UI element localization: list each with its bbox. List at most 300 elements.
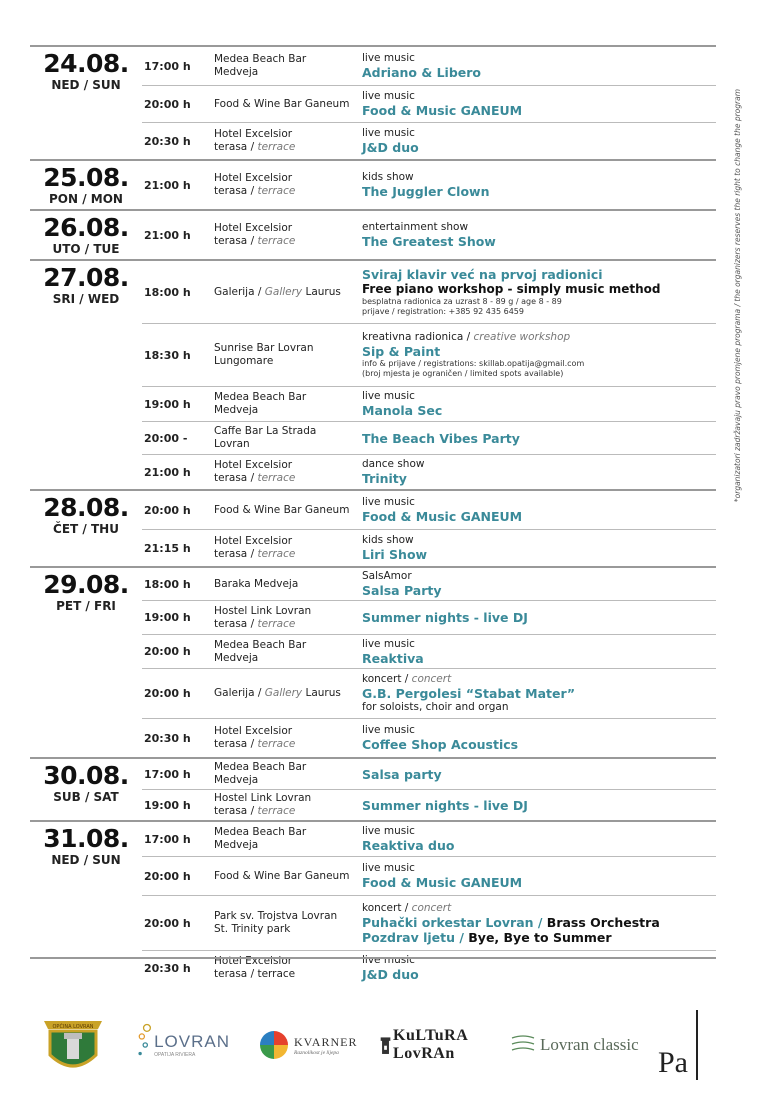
day-date: 24.08.: [43, 49, 129, 78]
event-row: [142, 85, 716, 122]
event-time: 20:00 h: [144, 687, 191, 700]
event-title: [362, 967, 716, 982]
category-text-en: creative workshop: [473, 331, 571, 343]
day-weekday: UTO / TUE: [52, 242, 120, 256]
venue-name-en: Gallery: [264, 285, 303, 298]
date-column: [30, 47, 142, 159]
category-text: live music: [362, 90, 415, 102]
event-details: [362, 429, 716, 448]
venue-name: Park sv. Trojstva Lovran: [214, 910, 338, 922]
event-title: [362, 583, 716, 598]
event-details: [362, 50, 716, 82]
day-weekday: PON / MON: [49, 192, 123, 206]
venue-sub: Medveja: [214, 404, 259, 416]
title-text: Food & Music GANEUM: [362, 875, 523, 890]
event-time: 17:00 h: [144, 767, 191, 781]
day-date: 25.08.: [43, 163, 129, 192]
event-row: [142, 718, 716, 757]
venue-line: [214, 870, 362, 883]
day-events: [142, 261, 716, 489]
venue-line-2: [214, 141, 362, 154]
day-date: 28.08.: [43, 493, 129, 522]
event-details: [362, 900, 716, 947]
event-time: 20:30 h: [144, 961, 191, 975]
venue-line: [214, 342, 362, 355]
venue-name: Caffe Bar La Strada: [214, 425, 317, 437]
event-time: 21:00 h: [144, 465, 191, 479]
event-title: [362, 686, 716, 701]
event-category: [362, 390, 716, 403]
category-text: live music: [362, 637, 415, 650]
venue-name-tail: Laurus: [302, 285, 341, 298]
venue-name-en: Gallery: [264, 687, 303, 699]
title-text: Coffee Shop Acoustics: [362, 737, 519, 752]
event-title: [362, 267, 716, 282]
event-time: 20:00 h: [144, 97, 191, 111]
venue-sub: Lovran: [214, 438, 250, 450]
event-row: [142, 323, 716, 386]
event-category: [362, 638, 716, 651]
info-text: besplatna radionica za uzrast 8 - 89 g /: [362, 297, 522, 306]
opcina-lovran-logo: [40, 1005, 110, 1085]
venue-name: Food & Wine Bar Ganeum: [214, 869, 350, 882]
event-details: [362, 494, 716, 526]
venue-line-2: [214, 738, 362, 751]
event-details: [362, 860, 716, 892]
event-row: [142, 822, 716, 856]
event-venue: [214, 687, 362, 700]
event-time: 18:00 h: [144, 285, 191, 299]
event-row: [142, 421, 716, 454]
event-venue: [214, 53, 362, 79]
category-text: SalsAmor: [362, 570, 412, 582]
event-row: [142, 895, 716, 950]
title-text: Sviraj klavir već na prvoj radionici: [362, 267, 603, 282]
title-text: Reaktiva: [362, 650, 424, 666]
event-time: 17:00 h: [144, 832, 191, 846]
category-text: live music: [362, 496, 415, 508]
event-time: 20:00 h: [144, 869, 191, 883]
event-row: [142, 634, 716, 668]
event-category: [362, 673, 716, 686]
event-category: [362, 221, 716, 234]
event-details: [362, 388, 716, 420]
venue-line: [214, 639, 362, 652]
event-title: [362, 798, 716, 813]
event-venue: [214, 725, 362, 751]
venue-line: [214, 391, 362, 404]
venue-line-2: [214, 652, 362, 665]
day-weekday: PET / FRI: [56, 599, 116, 613]
event-details: [362, 125, 716, 157]
day-events: [142, 568, 716, 757]
title-text: Manola Sec: [362, 403, 443, 418]
event-title: [362, 234, 716, 249]
pa-logo: [658, 1005, 718, 1085]
event-title: [362, 915, 716, 930]
day-block: [30, 159, 716, 209]
info-text-tail: : +385 92 435 6459: [443, 307, 524, 316]
event-row: [142, 47, 716, 85]
event-details: [362, 568, 716, 600]
event-category: [362, 862, 716, 875]
event-title: [362, 344, 716, 359]
event-details: [362, 636, 716, 668]
venue-name: Hostel Link Lovran: [214, 792, 312, 804]
title-text: Puhački orkestar Lovran /: [362, 914, 547, 930]
venue-line-2: [214, 839, 362, 852]
venue-sub-en: terrace: [257, 738, 296, 750]
venue-line-2: [214, 66, 362, 79]
event-schedule: [30, 45, 716, 985]
event-venue: [214, 172, 362, 198]
category-text: live music: [362, 825, 415, 837]
event-venue: [214, 535, 362, 561]
event-category: [362, 52, 716, 65]
venue-line: [214, 725, 362, 738]
venue-sub: Lungomare: [214, 355, 274, 367]
title-text: J&D duo: [362, 967, 419, 982]
event-time: 19:00 h: [144, 798, 191, 812]
category-text: live music: [362, 52, 415, 64]
day-events: [142, 211, 716, 259]
day-block: [30, 820, 716, 985]
day-date: 30.08.: [43, 761, 129, 790]
day-events: [142, 822, 716, 985]
venue-line-2: [214, 235, 362, 248]
event-title: [362, 651, 716, 666]
day-weekday: NED / SUN: [51, 78, 121, 92]
category-text: live music: [362, 954, 415, 966]
category-text: kids show: [362, 534, 414, 546]
venue-sub: terasa /: [214, 617, 258, 630]
venue-line: [214, 53, 362, 66]
title-text: Food & Music GANEUM: [362, 509, 523, 524]
category-text-en: concert: [411, 901, 452, 914]
event-time: 20:00 h: [144, 503, 191, 517]
event-subtitle: Free piano workshop - simply music method: [362, 282, 661, 296]
event-title: [362, 838, 716, 853]
venue-line-2: [214, 923, 362, 936]
event-row: [142, 261, 716, 323]
event-category: [362, 570, 716, 583]
event-venue: [214, 826, 362, 852]
event-title: [362, 767, 716, 782]
event-details: [362, 456, 716, 488]
event-title: [362, 875, 716, 890]
venue-name: Sunrise Bar Lovran: [214, 342, 314, 354]
day-weekday: NED / SUN: [51, 853, 121, 867]
event-venue: [214, 605, 362, 631]
event-title-2: [362, 930, 716, 945]
info-text: info & prijave / registrations: skillab.opatija@gmail.com: [362, 359, 585, 368]
title-text: The Greatest Show: [362, 234, 496, 249]
event-venue: [214, 792, 362, 818]
day-date: 26.08.: [43, 213, 129, 242]
venue-sub: terasa /: [214, 805, 258, 817]
day-weekday: SUB / SAT: [53, 790, 119, 804]
event-details: [362, 219, 716, 251]
venue-name: Hotel Excelsior: [214, 535, 293, 547]
venue-line: [214, 910, 362, 923]
event-details: [362, 532, 716, 564]
category-text: live music: [362, 862, 415, 874]
venue-sub: terasa / terrace: [214, 968, 296, 980]
venue-line-2: [214, 472, 362, 485]
event-row: [142, 386, 716, 421]
venue-sub: Medveja: [214, 651, 259, 664]
event-time: 20:00 h: [144, 645, 191, 658]
venue-name-tail: Laurus: [302, 687, 341, 699]
venue-name: Hotel Excelsior: [214, 955, 293, 967]
event-details: [362, 671, 716, 716]
title-text: Summer nights - live DJ: [362, 797, 528, 813]
event-title: [362, 471, 716, 486]
event-time: 21:15 h: [144, 541, 191, 555]
date-column: [30, 211, 142, 259]
kvarner-logo-sub: Raznolikost je lijepa: [294, 1049, 339, 1056]
venue-line-2: [214, 968, 362, 981]
lovran-logo: [135, 1005, 230, 1085]
event-time: 21:00 h: [144, 178, 191, 192]
day-block: [30, 566, 716, 757]
side-note-text: *organizatori zadržavaju pravo promjene programa / the organizers reserves the right to change the program: [732, 89, 742, 503]
day-date: 31.08.: [43, 824, 129, 853]
event-venue: [214, 391, 362, 417]
event-time: 20:00 -: [144, 431, 188, 445]
kvarner-logo-text: KVARNER: [294, 1034, 358, 1049]
event-venue: [214, 870, 362, 883]
category-text: koncert /: [362, 901, 412, 914]
venue-line-2: [214, 355, 362, 368]
event-note: for soloists, choir and organ: [362, 701, 509, 713]
info-text-tail: ): [560, 369, 564, 378]
kultura-logo-text: KuLTuRA LovRAn: [393, 1027, 468, 1062]
event-row: [142, 759, 716, 789]
title-text: Reaktiva duo: [362, 838, 455, 853]
event-venue: [214, 504, 362, 517]
day-events: [142, 759, 716, 820]
category-text: kids show: [362, 171, 414, 183]
event-category: [362, 496, 716, 509]
event-time: 20:30 h: [144, 731, 191, 745]
venue-name: Medea Beach Bar: [214, 53, 307, 65]
venue-line-2: [214, 805, 362, 818]
venue-name: Hotel Excelsior: [214, 725, 293, 737]
event-row: [142, 789, 716, 820]
side-note: [728, 46, 746, 546]
kultura-lovran-logo: [380, 1005, 490, 1085]
event-category: [362, 331, 716, 344]
info-text-en: age 8 - 89: [521, 297, 562, 306]
venue-name: Food & Wine Bar Ganeum: [214, 503, 350, 516]
category-text-en: concert: [411, 673, 452, 685]
venue-sub-en: terrace: [257, 472, 296, 484]
event-title: [362, 140, 716, 155]
venue-line: [214, 459, 362, 472]
event-category: [362, 458, 716, 471]
day-events: [142, 491, 716, 566]
day-block: [30, 757, 716, 820]
day-weekday: ČET / THU: [53, 522, 119, 536]
event-info-1: [362, 359, 716, 369]
category-text: dance show: [362, 458, 425, 470]
staff-lines-icon: [510, 1034, 536, 1056]
day-block: [30, 489, 716, 566]
event-title: [362, 509, 716, 524]
venue-sub: terasa /: [214, 548, 258, 560]
lovran-classic-text: Lovran classic: [540, 1035, 639, 1054]
event-info-2: [362, 369, 716, 379]
venue-line: [214, 761, 362, 774]
event-details: [362, 765, 716, 784]
venue-line: [214, 578, 362, 591]
title-b-text-en: Bye, Bye to Summer: [468, 929, 612, 945]
opcina-logo-text: OPĆINA LOVRAN: [52, 1024, 94, 1030]
lovran-logo-text: LOVRAN: [154, 1032, 230, 1051]
event-details: [362, 169, 716, 201]
title-text: J&D duo: [362, 140, 419, 155]
venue-name: Galerija /: [214, 687, 265, 699]
event-venue: [214, 98, 362, 111]
event-venue: [214, 286, 362, 299]
venue-line-2: [214, 548, 362, 561]
event-category: [362, 171, 716, 184]
venue-sub-en: terrace: [257, 805, 296, 817]
venue-sub-en: terrace: [257, 617, 296, 630]
event-details: [362, 88, 716, 120]
date-column: [30, 491, 142, 566]
venue-line: [214, 792, 362, 805]
event-category: [362, 954, 716, 967]
event-info-2: [362, 307, 716, 317]
bubbles-icon: [135, 1015, 152, 1075]
event-row: [142, 491, 716, 529]
event-venue: [214, 761, 362, 787]
event-row: [142, 856, 716, 895]
lovran-classic-logo: [510, 1005, 640, 1085]
event-row: [142, 668, 716, 718]
event-category: [362, 724, 716, 737]
event-time: 18:30 h: [144, 348, 191, 362]
event-time: 19:00 h: [144, 397, 191, 411]
event-row: [142, 600, 716, 634]
venue-line: [214, 128, 362, 141]
venue-sub: Medveja: [214, 774, 259, 786]
day-events: [142, 47, 716, 159]
event-time: 20:00 h: [144, 916, 191, 930]
kvarner-flower-icon: [258, 1029, 290, 1061]
venue-sub: St. Trinity park: [214, 923, 291, 935]
title-text: G.B. Pergolesi “Stabat Mater”: [362, 686, 576, 701]
category-text: kreativna radionica /: [362, 331, 474, 343]
event-venue: [214, 578, 362, 591]
category-text: live music: [362, 127, 415, 139]
lovran-logo-sub: OPATIJA RIVIERA: [154, 1052, 196, 1058]
date-column: [30, 161, 142, 209]
event-title: [362, 103, 716, 118]
venue-sub-en: terrace: [257, 235, 296, 247]
title-text: The Beach Vibes Party: [362, 430, 520, 446]
bottom-divider: [30, 957, 716, 959]
event-time: 19:00 h: [144, 611, 191, 624]
venue-line-2: [214, 618, 362, 631]
info-text-en: limited spots available: [469, 369, 561, 378]
event-category: [362, 127, 716, 140]
event-category: [362, 825, 716, 838]
event-category: [362, 902, 716, 915]
title-text: Food & Music GANEUM: [362, 103, 523, 118]
venue-line-2: [214, 404, 362, 417]
event-time: 21:00 h: [144, 228, 191, 242]
venue-line: [214, 286, 362, 299]
day-date: 29.08.: [43, 570, 129, 599]
title-text: Liri Show: [362, 547, 428, 562]
day-weekday: SRI / WED: [52, 292, 120, 306]
event-row: [142, 122, 716, 159]
event-time: 17:00 h: [144, 59, 191, 73]
day-date: 27.08.: [43, 263, 129, 292]
event-row: [142, 454, 716, 489]
venue-line: [214, 98, 362, 111]
venue-name: Medea Beach Bar: [214, 826, 307, 838]
category-text: live music: [362, 724, 415, 736]
event-venue: [214, 425, 362, 451]
date-column: [30, 568, 142, 757]
venue-sub: terasa /: [214, 472, 258, 484]
pa-logo-text: Pa: [658, 1046, 688, 1079]
sponsor-logos: [40, 1005, 720, 1085]
event-info-1: [362, 297, 716, 307]
venue-sub-en: terrace: [257, 548, 296, 560]
info-text: (broj mjesta je ograničen /: [362, 369, 470, 378]
event-venue: [214, 128, 362, 154]
crest-icon: [40, 1013, 106, 1077]
tower-icon: [380, 1032, 391, 1058]
date-column: [30, 759, 142, 820]
event-details: [362, 796, 716, 815]
event-details: [362, 722, 716, 754]
event-title: [362, 431, 716, 446]
venue-line: [214, 172, 362, 185]
venue-sub: Medveja: [214, 66, 259, 78]
venue-sub: terasa /: [214, 185, 258, 197]
event-title: [362, 610, 716, 625]
event-row: [142, 211, 716, 259]
venue-name: Hotel Excelsior: [214, 172, 293, 184]
venue-sub-en: terrace: [257, 185, 296, 197]
info-text-en: registration: [397, 307, 444, 316]
venue-name: Food & Wine Bar Ganeum: [214, 97, 350, 110]
day-block: [30, 209, 716, 259]
venue-sub: Medveja: [214, 839, 259, 851]
venue-sub-en: terrace: [257, 141, 296, 153]
date-column: [30, 261, 142, 489]
venue-name: Baraka Medveja: [214, 577, 299, 590]
date-column: [30, 822, 142, 985]
title-text: The Juggler Clown: [362, 184, 490, 199]
title-text: Adriano & Libero: [362, 65, 482, 80]
venue-sub: terasa /: [214, 738, 258, 750]
event-time: 20:30 h: [144, 134, 191, 148]
event-title: [362, 547, 716, 562]
venue-line-2: [214, 185, 362, 198]
venue-name: Medea Beach Bar: [214, 391, 307, 403]
category-text: entertainment show: [362, 221, 469, 233]
venue-line-2: [214, 774, 362, 787]
day-block: [30, 259, 716, 489]
title-text: Sip & Paint: [362, 344, 441, 359]
